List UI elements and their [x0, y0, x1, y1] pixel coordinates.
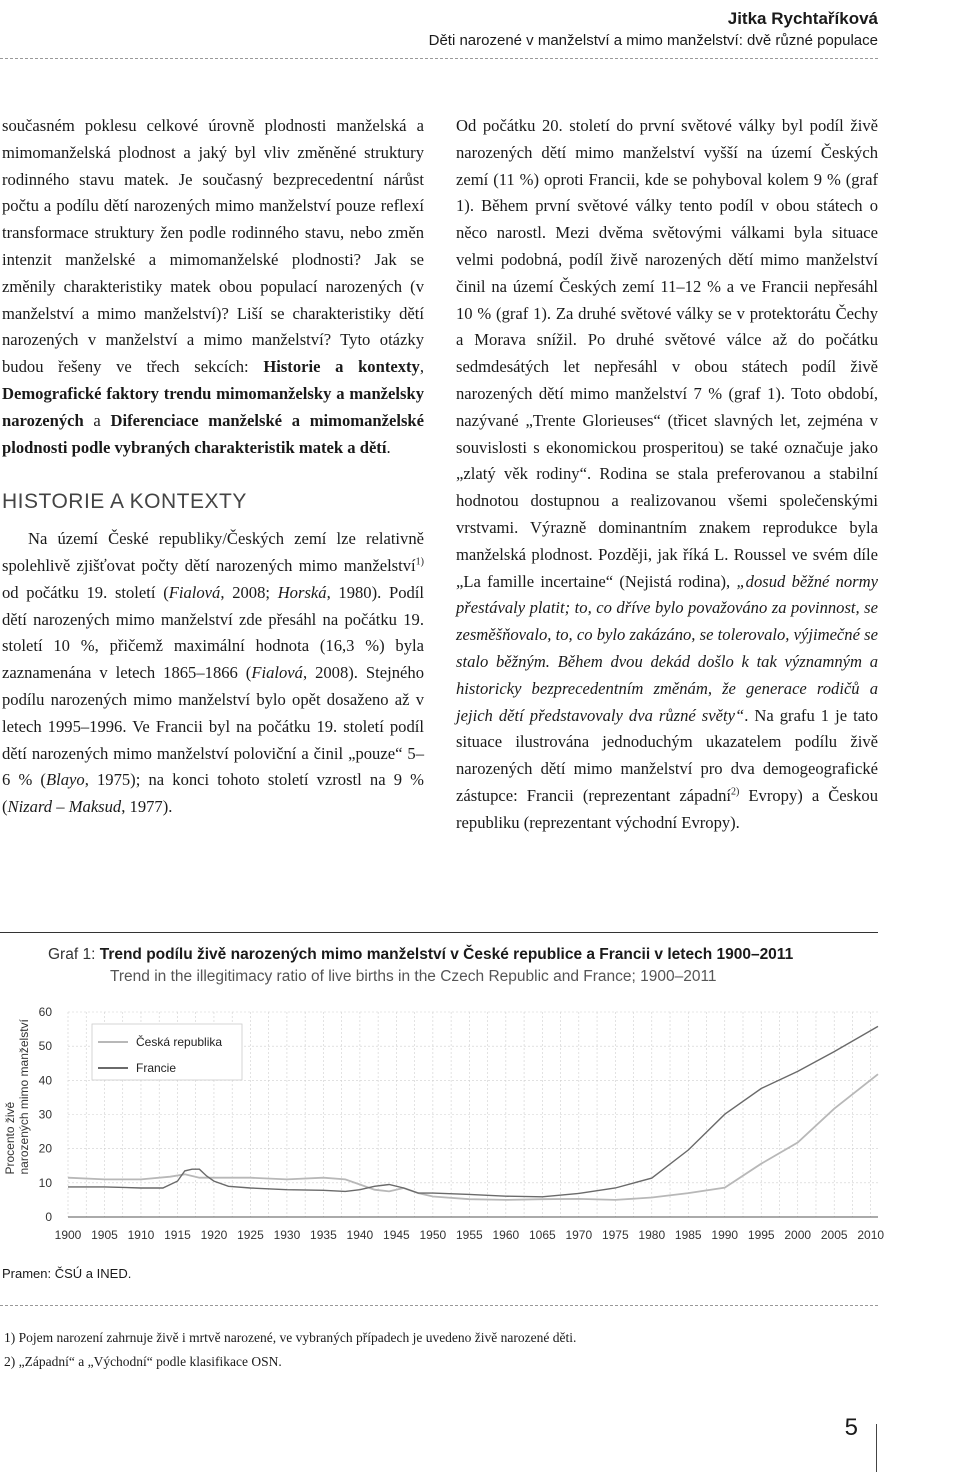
y-axis-label-line: Procento živěnarozených mimo manželství — [3, 1019, 31, 1175]
y-tick-label: 60 — [38, 1005, 52, 1019]
x-tick-label: 1940 — [346, 1228, 374, 1242]
x-tick-label: 2010 — [857, 1228, 885, 1242]
footnote-2: 2) „Západní“ a „Východní“ podle klasifikace OSN. — [4, 1354, 282, 1369]
x-tick-label: 1945 — [383, 1228, 410, 1242]
history-paragraph — [2, 526, 424, 821]
citation-author: Nizard – Maksud — [7, 797, 122, 817]
text-run: , 2008; — [220, 582, 278, 602]
text-run: a — [83, 410, 111, 430]
figure-title: Trend podílu živě narozených mimo manželství v České republice a Francii v letech 1900–2011 — [99, 946, 794, 963]
left-column — [2, 113, 424, 821]
x-tick-label: 1915 — [164, 1228, 191, 1242]
text-run: , 1980). Podíl dětí narozených mimo manželství zde přesáhl na počátku 19. století 10 %, přičemž maximální hodnota (16,3 %) byla zaznamenána v letech 1865–1866 ( — [2, 582, 425, 683]
x-tick-label: 1065 — [528, 1228, 556, 1242]
legend-label: Česká republika — [136, 1035, 223, 1049]
figure-1 — [0, 932, 890, 1282]
quotation: „dosud běžné normy přestávaly platit; to, co dříve bylo považováno za povinnost, se zesměšňovalo, to, co bylo zakázáno, se tolerovalo, výjimečné se stalo běžným. Během dvou dekád došlo k tak významným a historicky bezprecedentním změnám, že generace rodičů a jejich dětí představovaly dva různé světy“ — [456, 571, 878, 725]
text-run: . — [386, 437, 391, 457]
text-run: , 2008). Stejného podílu narozených mimo manželství bylo opět dosaženo až v letech 1995–1996. Ve Francii byl na počátku 19. století podíl dětí narozených mimo manželství poloviční a činil „pouze“ 5–6 % ( — [2, 663, 424, 790]
page-number-rule — [876, 1424, 877, 1472]
page-number: 5 — [844, 1414, 858, 1441]
citation-author: Blayo — [45, 770, 85, 790]
figure-title-english: Trend in the illegitimacy ratio of live births in the Czech Republic and France; 1900–2011 — [110, 968, 717, 985]
section-name-demographic: Demografické faktory trendu mimomanželsky a manželsky narozených — [2, 383, 424, 430]
context-paragraph — [456, 113, 878, 837]
x-tick-label: 1990 — [711, 1228, 739, 1242]
y-axis-label — [3, 1018, 31, 1174]
citation-author: Horská — [277, 582, 327, 602]
x-tick-label: 1935 — [310, 1228, 337, 1242]
x-tick-label: 2000 — [784, 1228, 812, 1242]
text-run: Evropy) a Českou republiku (reprezentant východní Evropy). — [456, 785, 879, 832]
citation-author: Fialová — [168, 582, 221, 602]
y-tick-label: 50 — [38, 1039, 52, 1054]
citation-author: Fialová — [251, 663, 303, 683]
author-name: Jitka Rychtaříková — [727, 9, 878, 28]
footnote-1: 1) Pojem narození zahrnuje živě i mrtvě narozené, ve vybraných případech je uvedeno živě narozené děti. — [4, 1330, 577, 1345]
figure-top-rule — [0, 932, 878, 933]
x-tick-label: 1980 — [638, 1228, 666, 1242]
x-tick-label: 1955 — [455, 1228, 483, 1242]
intro-paragraph — [2, 113, 424, 461]
right-column — [456, 113, 878, 837]
figure-source: Pramen: ČSÚ a INED. — [2, 1266, 132, 1281]
text-run: , 1975); na konci tohoto století vzrostl na 9 % ( — [2, 770, 425, 817]
figure-caption — [48, 944, 848, 988]
footnote-divider — [0, 1305, 878, 1306]
x-tick-label: 1900 — [54, 1228, 82, 1242]
x-tick-label: 1905 — [91, 1228, 118, 1242]
x-tick-label: 1910 — [127, 1228, 155, 1242]
x-tick-label: 1975 — [601, 1228, 629, 1242]
running-header — [429, 8, 878, 52]
y-tick-label: 40 — [38, 1073, 52, 1088]
legend-label: Francie — [136, 1061, 177, 1075]
text-run: Od počátku 20. století do první světové války byl podíl živě narozených dětí mimo manželství vyšší na území Českých zemí (11 %) oproti Francii, kde se pohyboval kolem 9 % (graf 1). Během první světové války tento podíl v obou státech o něco narostl. Mezi dvěma světovými válkami byla situace velmi podobná, podíl živě narozených dětí mimo manželství činil na území Českých zemí 11–12 % a ve Francii nepřesáhl 10 % (graf 1). Za druhé světové války se v protektorátu Čechy a Morava snížil. Po druhé světové válce až do počátku sedmdesátých let nepřesáhl v obou státech podíl živě narozených dětí mimo manželství 7 % (graf 1). Toto období, nazývané „Trente Glorieuses“ (třicet slavných let, zejména v souvislosti s ekonomickou prosperitou) se také označuje jako „zlatý věk rodiny“. Rodina se stala preferovanou a stabilní hodnotou dostupnou a realizovanou všemi společenskými vrstvami. Výrazně dominantním znakem reprodukce byla manželská plodnost. Později, jak říká L. Roussel ve svém díle „La famille incertaine“ (Nejistá rodina), — [456, 116, 878, 591]
y-tick-label: 20 — [38, 1141, 52, 1156]
y-tick-label: 10 — [38, 1175, 52, 1190]
x-tick-label: 1970 — [565, 1228, 593, 1242]
x-tick-label: 1985 — [674, 1228, 702, 1242]
header-divider — [0, 58, 878, 59]
footnote-ref: 1) — [415, 556, 424, 568]
x-tick-label: 1960 — [492, 1228, 520, 1242]
x-tick-label: 1930 — [273, 1228, 301, 1242]
x-tick-label: 2005 — [820, 1228, 848, 1242]
figure-label: Graf 1: — [48, 946, 96, 963]
y-tick-label: 30 — [38, 1107, 52, 1122]
text-run: od počátku 19. století ( — [2, 582, 169, 602]
article-title: Děti narozené v manželství a mimo manželství: dvě různé populace — [428, 32, 878, 49]
text-run: , 1977). — [121, 797, 173, 817]
line-chart — [0, 992, 890, 1252]
footnote-ref: 2) — [731, 786, 740, 798]
text-run: Na území České republiky/Českých zemí lze relativně spolehlivě zjišťovat počty dětí narozených mimo manželství — [2, 529, 424, 575]
text-run: . Na grafu 1 je tato situace ilustrována jednoduchým ukazatelem podílu živě narozených dětí mimo manželství pro dva demogeografické zástupce: Francii (reprezentant západní — [456, 705, 878, 805]
section-name-history: Historie a kontexty — [263, 357, 420, 377]
x-tick-label: 1920 — [200, 1228, 228, 1242]
series-line-czech — [68, 1074, 878, 1200]
section-heading: HISTORIE A KONTEXTY — [2, 490, 247, 514]
x-tick-label: 1925 — [237, 1228, 264, 1242]
x-tick-label: 1950 — [419, 1228, 447, 1242]
y-tick-label: 0 — [45, 1210, 52, 1224]
text-run: , — [419, 357, 424, 377]
section-name-differentiation: Diferenciace manželské a mimomanželské plodnosti podle vybraných charakteristik matek a dětí — [2, 410, 424, 457]
footnotes — [4, 1326, 576, 1374]
text-run: současném poklesu celkové úrovně plodnosti manželská a mimomanželská plodnost a jaký byl vliv změněné struktury rodinného stavu matek. Je současný bezprecedentní nárůst počtu a podílu dětí narozených mimo manželství pouze reflexí transformace struktury žen podle rodinného stavu, nebo změn intenzit manželské a mimomanželské plodnosti? Jak se změnily charakteristiky matek obou populací narozených (v manželství a mimo manželství)? Liší se charakteristiky dětí narozených v manželství a mimo manželství? Tyto otázky budou řešeny ve třech sekcích: — [2, 116, 424, 377]
x-tick-label: 1995 — [747, 1228, 775, 1242]
